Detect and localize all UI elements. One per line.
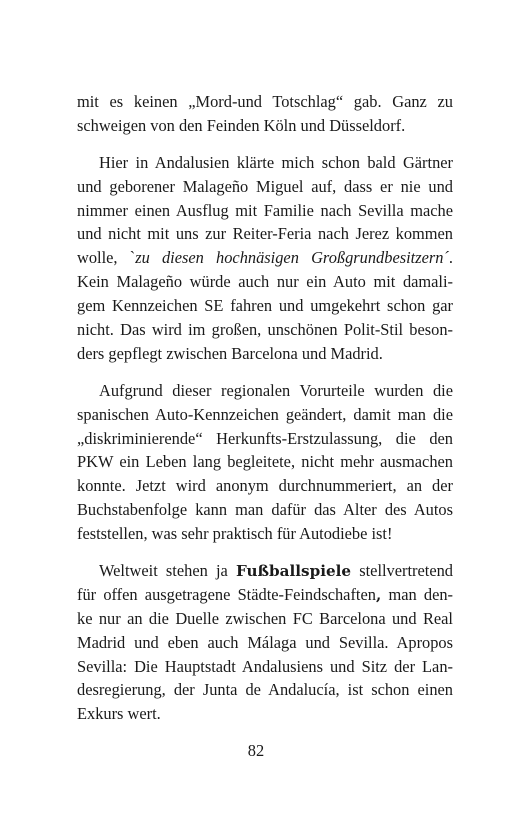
text-line: nicht. Das wird im großen, unschönen Polit-Stil beson- bbox=[77, 320, 453, 340]
text-line-mixed bbox=[77, 246, 453, 270]
text-line: feststellen, was sehr praktisch für Autodiebe ist! bbox=[77, 524, 393, 544]
text-line: desregierung, der Junta de Andalucía, ist schon einen bbox=[77, 680, 453, 700]
paragraph-2 bbox=[77, 151, 453, 366]
text-line: und nicht mit uns zur Reiter-Feria nach Jerez kommen bbox=[77, 224, 453, 244]
text-line: „diskriminierende“ Herkunfts-Erstzulassung, die den bbox=[77, 428, 453, 448]
page-number: 82 bbox=[247, 741, 265, 760]
text-line: Buchstabenfolge kann man dafür das Alter des Autos bbox=[77, 500, 453, 520]
text-line: Kein Malageño würde auch nur ein Auto mit damali- bbox=[77, 272, 453, 292]
text-line: schweigen von den Feinden Köln und Düsseldorf. bbox=[77, 115, 406, 135]
text-line: gem Kennzeichen SE fahren und umgekehrt schon gar bbox=[77, 296, 453, 316]
text-line: Exkurs wert. bbox=[77, 704, 161, 724]
text-line-mixed bbox=[77, 583, 453, 607]
text-line: PKW ein Leben lang begleitete, nicht mehr ausmachen bbox=[77, 452, 453, 472]
paragraph-4 bbox=[77, 559, 453, 726]
text-line: mit es keinen „Mord-und Totschlag“ gab. Ganz zu bbox=[77, 92, 453, 111]
text-line: konnte. Jetzt wird anonym durchnummeriert, an der bbox=[77, 476, 453, 496]
text-line-mixed bbox=[77, 559, 453, 583]
text-run: man den- bbox=[381, 584, 453, 604]
italic-quote: zu diesen hochnäsigen Großgrundbesitzern´ bbox=[135, 248, 449, 268]
text-line: ke nur an die Duelle zwischen FC Barcelona und Real bbox=[77, 608, 453, 628]
page-body bbox=[77, 90, 453, 726]
text-run: Weltweit stehen ja bbox=[99, 561, 236, 581]
paragraph-3 bbox=[77, 379, 453, 546]
text-line: Hier in Andalusien klärte mich schon bald Gärtner bbox=[99, 152, 453, 172]
paragraph-gap bbox=[77, 366, 453, 379]
paragraph-gap bbox=[77, 138, 453, 151]
bold-comma: , bbox=[375, 585, 382, 604]
bold-term: Fußballspiele bbox=[235, 562, 352, 581]
text-line: nimmer einen Ausflug mit Familie nach Sevilla mache bbox=[77, 200, 453, 220]
paragraph-gap bbox=[77, 546, 453, 559]
text-run: für offen ausgetragene Städte-Feindschaften bbox=[77, 584, 376, 604]
text-line: und geborener Malageño Miguel auf, dass er nie und bbox=[77, 176, 453, 196]
text-run: . bbox=[448, 248, 454, 268]
text-line: spanischen Auto-Kennzeichen geändert, damit man die bbox=[77, 404, 453, 424]
text-run: stellvertretend bbox=[351, 561, 453, 581]
paragraph-1 bbox=[77, 90, 453, 138]
text-run: wolle, ` bbox=[77, 248, 136, 268]
text-line: Madrid und eben auch Málaga und Sevilla. Apropos bbox=[77, 632, 453, 652]
text-line: Sevilla: Die Hauptstadt Andalusiens und Sitz der Lan- bbox=[77, 656, 453, 676]
text-line: Aufgrund dieser regionalen Vorurteile wurden die bbox=[99, 380, 453, 400]
text-line: ders gepflegt zwischen Barcelona und Madrid. bbox=[77, 343, 383, 363]
